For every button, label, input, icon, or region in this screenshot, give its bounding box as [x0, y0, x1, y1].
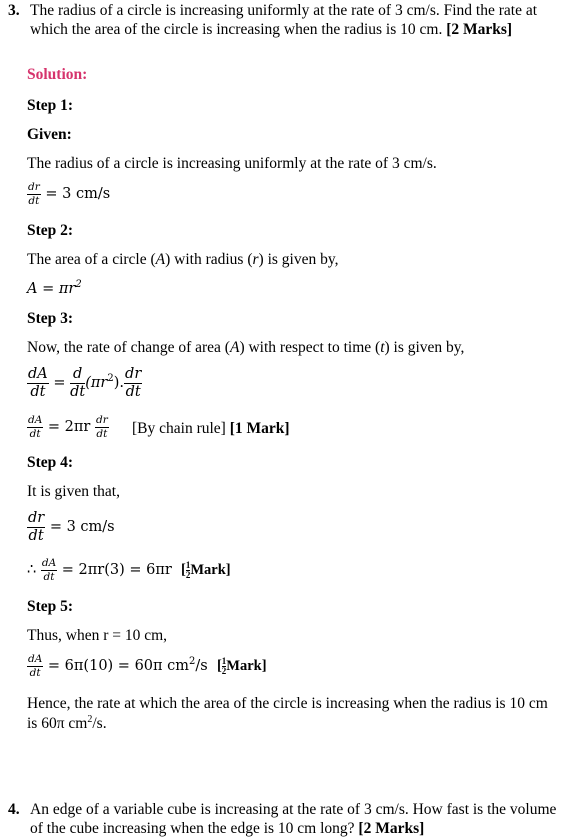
therefore-symbol: ∴ — [27, 562, 37, 578]
step-1-label: Step 1: — [27, 97, 74, 114]
step-4-label: Step 4: — [27, 454, 74, 471]
step-4-result: ∴ $\frac{dA}{dt}$ = 2πr(3) = 6πr [ $\frac{1}{2}$ Mark] — [27, 557, 231, 583]
question-marks: [2 Marks] — [358, 820, 425, 837]
given-label: Given: — [27, 126, 72, 143]
chain-rule-note: [By chain rule] [1 Mark] — [132, 420, 290, 437]
step-4-equation: $\frac{dr}{dt}$ = 3 cm/s — [28, 510, 115, 544]
step-5-text: Thus, when r = 10 cm, — [27, 627, 168, 644]
question-line-2: which the area of the circle is increasing when the radius is 10 cm. [2 Marks] — [30, 21, 513, 38]
question-line-1: An edge of a variable cube is increasing at the rate of 3 cm/s. How fast is the volume — [30, 801, 557, 818]
step-2-text: The area of a circle (A) with radius (r) is given by, — [27, 251, 339, 268]
step-5-label: Step 5: — [27, 598, 74, 615]
question-number: 3. — [8, 2, 20, 19]
question-line-2: of the cube increasing when the edge is 10 cm long? [2 Marks] — [30, 820, 425, 837]
mark-badge: [1 Mark] — [229, 420, 290, 437]
chain-rule-equation: $\frac{dA}{dt}$ = 2πr $\frac{dr}{dt}$ — [28, 414, 108, 440]
step-1-text: The radius of a circle is increasing uniformly at the rate of 3 cm/s. — [27, 155, 437, 172]
question-number: 4. — [8, 801, 20, 818]
conclusion-line-2: is 60π $cm^2/s$. — [27, 714, 107, 733]
solution-label: Solution: — [27, 66, 88, 83]
question-marks: [2 Marks] — [446, 21, 513, 38]
derivative-equation: $\frac{dA}{dt}$ = $\frac{d}{dt}$ $(\pi r^2)$. $\frac{dr}{dt}$ — [28, 366, 142, 400]
question-line-1: The radius of a circle is increasing uniformly at the rate of 3 cm/s. Find the rate at — [30, 2, 538, 19]
area-formula: $A = \pi r^2$ — [27, 279, 82, 297]
question-3 — [8, 2, 578, 42]
step-4-text: It is given that, — [27, 483, 120, 500]
step-3-label: Step 3: — [27, 310, 74, 327]
question-4 — [8, 801, 578, 839]
conclusion-line-1: Hence, the rate at which the area of the circle is increasing when the radius is 10 cm — [27, 695, 548, 712]
step-3-text: Now, the rate of change of area (A) with respect to time (t) is given by, — [27, 339, 465, 356]
step-5-result: $\frac{dA}{dt}$ = 6π(10) = 60π $cm^2/s$ [ $\frac{1}{2}$ Mark] — [28, 653, 267, 679]
step-2-label: Step 2: — [27, 222, 74, 239]
step-1-equation: $\frac{dr}{dt}$ = 3 cm/s — [28, 181, 111, 207]
